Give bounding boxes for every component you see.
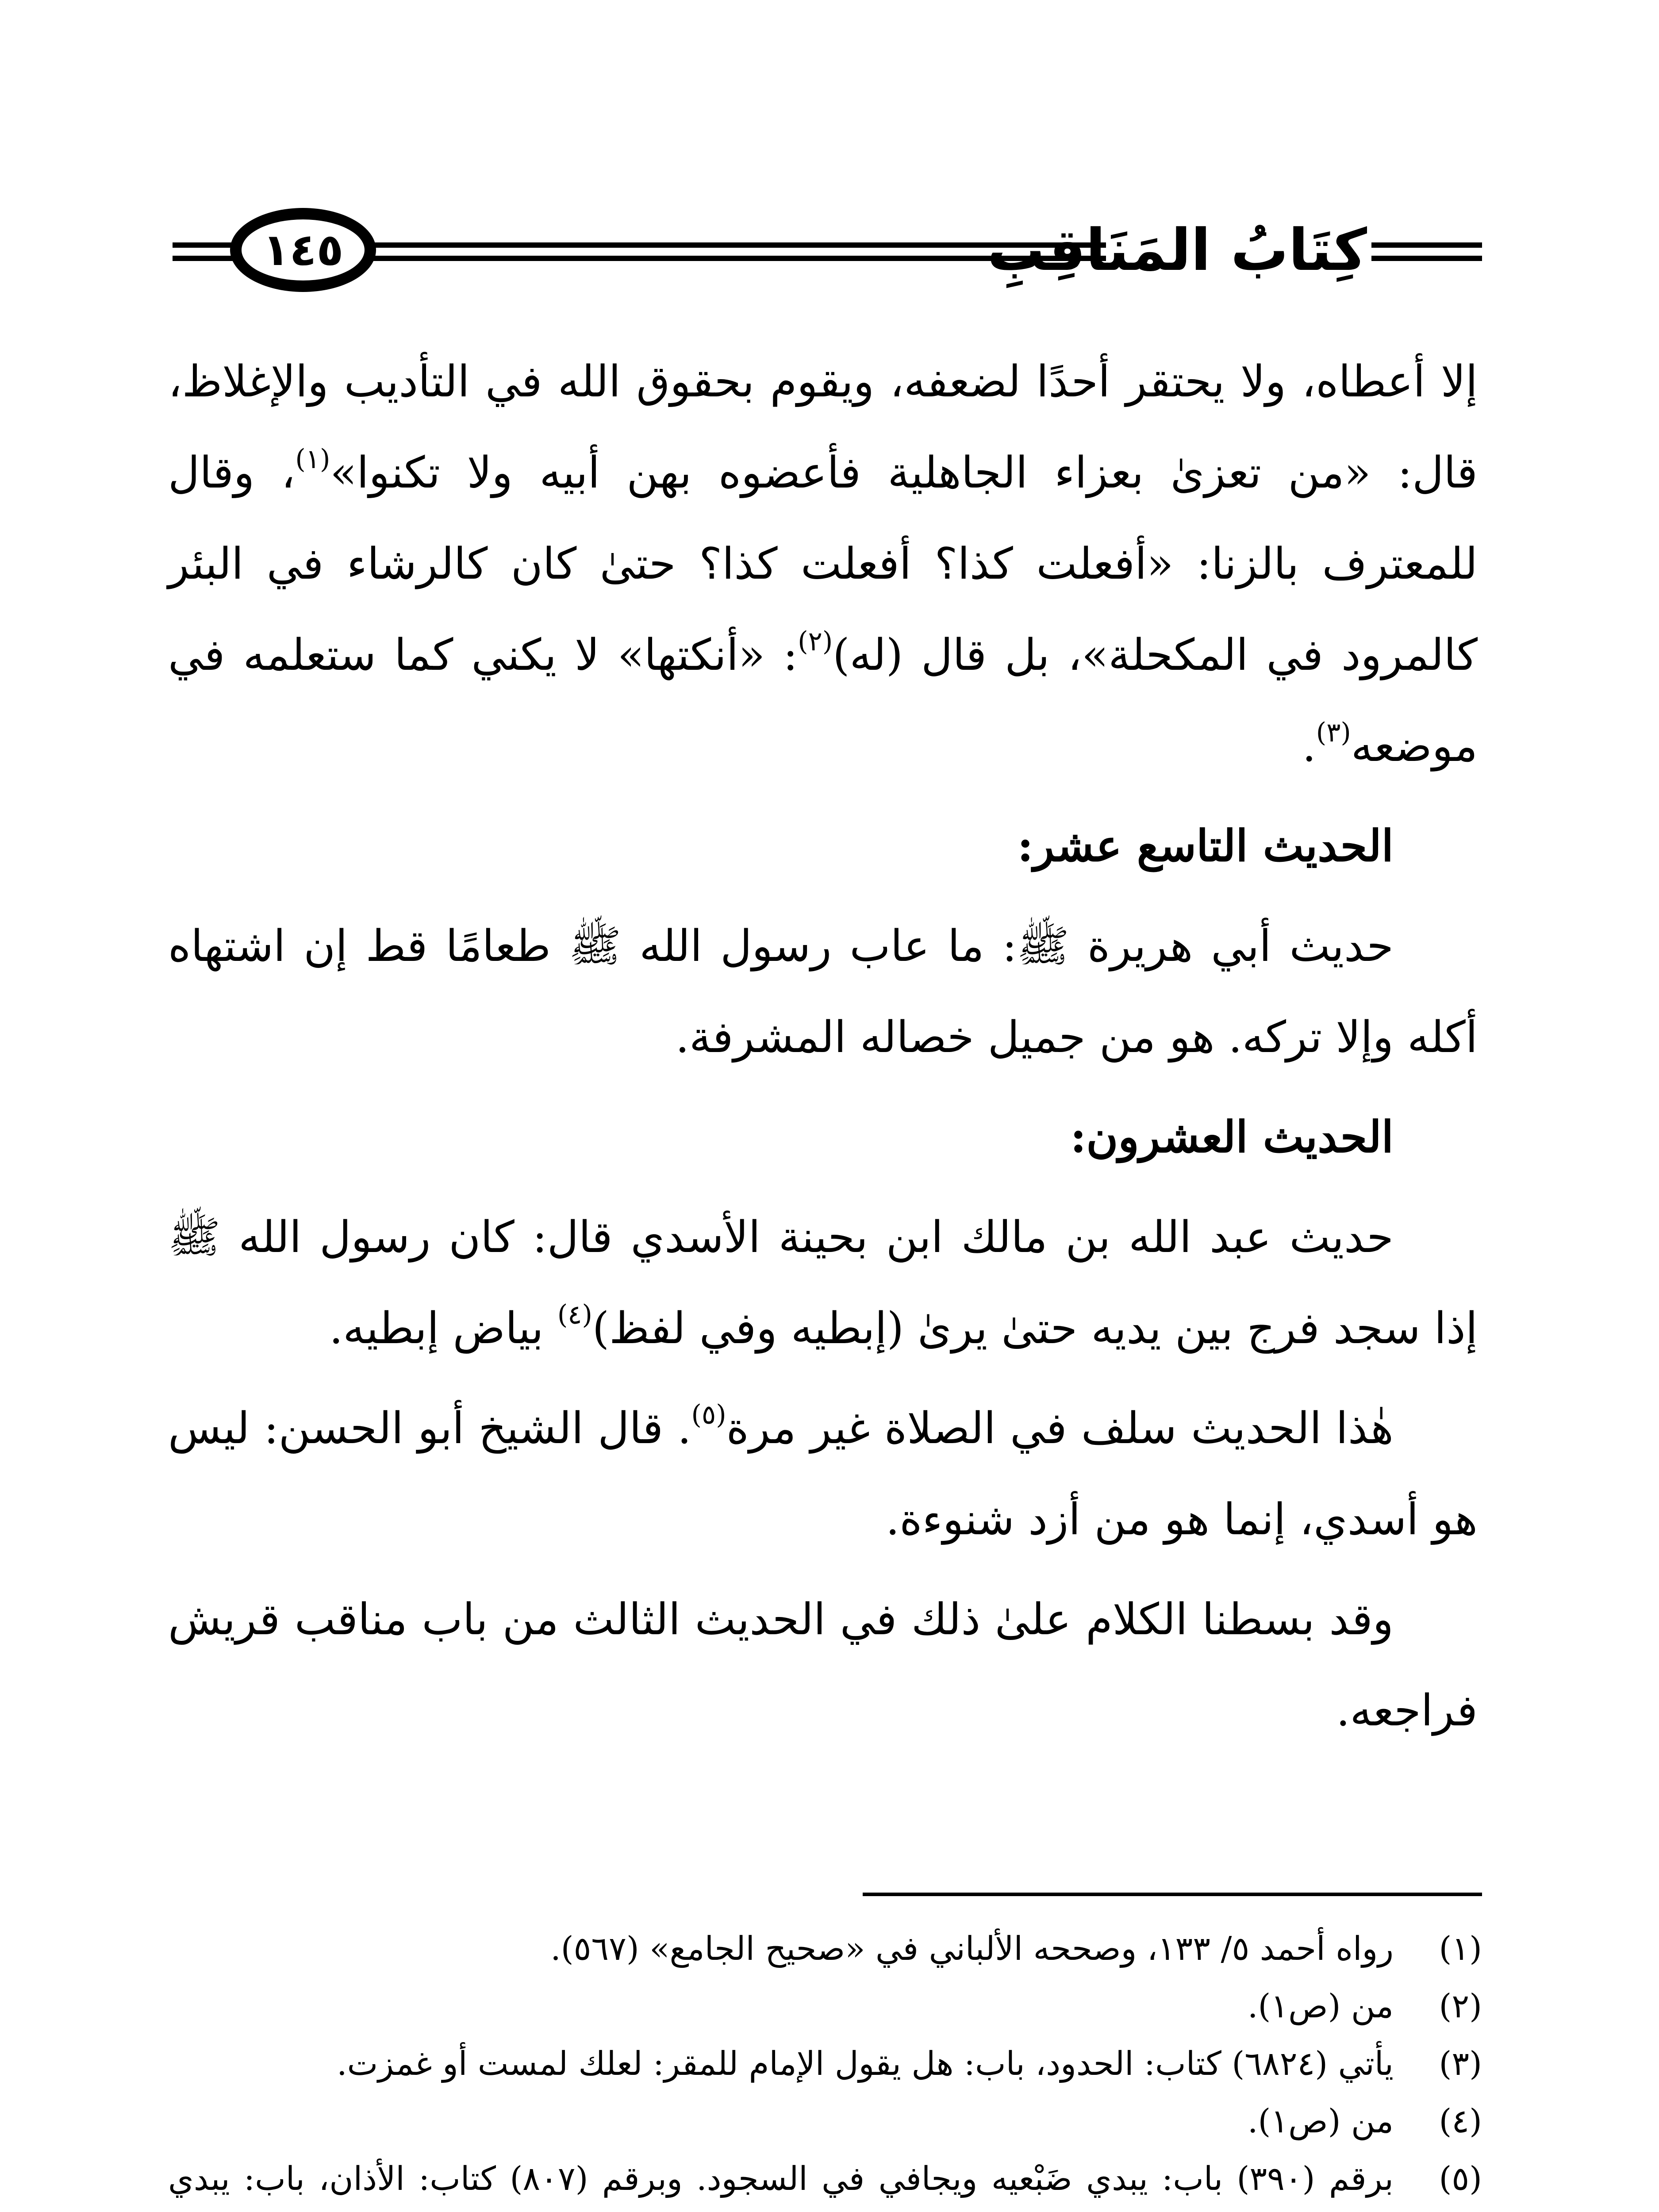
paragraph-2: حديث أبي هريرة ﷺ: ما عاب رسول الله ﷺ طعامًا قط إن اشتهاه أكله وإلا تركه. هو من جميل خصاله المشرفة. — [168, 921, 1478, 1063]
footnote-number: (٣) — [1439, 2045, 1482, 2083]
footnotes — [168, 1920, 1482, 2212]
paragraph-5: وقد بسطنا الكلام علىٰ ذلك في الحديث الثالث من باب مناقب قريش فراجعه. — [168, 1594, 1478, 1736]
paragraph-1-text-b: ، وقال للمعترف بالزنا: «أفعلت كذا؟ أفعلت كذا؟ حتىٰ كان كالرشاء في البئر كالمرود في المكحلة»، بل قال (له) — [168, 448, 1478, 680]
footnote-text: من (ص١). — [1248, 2102, 1394, 2140]
paragraph-4-text-a: هٰذا الحديث سلف في الصلاة غير مرة — [726, 1403, 1394, 1454]
paragraph-1-text-d: . — [1302, 721, 1316, 772]
paragraph-4 — [168, 1383, 1478, 1565]
footnote-item — [168, 2150, 1482, 2212]
footnote-number: (٢) — [1439, 1987, 1482, 2025]
footnote-text: يأتي (٦٨٢٤) كتاب: الحدود، باب: هل يقول الإمام للمقر: لعلك لمست أو غمزت. — [337, 2045, 1394, 2083]
footnote-item — [168, 2093, 1482, 2150]
footnote-number: (١) — [1439, 1930, 1482, 1968]
paragraph-1 — [168, 336, 1478, 792]
header-rule-right-bottom — [1371, 256, 1482, 261]
footnote-ref-5[interactable]: (٥) — [691, 1399, 726, 1430]
footnote-ref-4[interactable]: (٤) — [557, 1299, 592, 1330]
paragraph-4-text-b: . قال الشيخ أبو الحسن: ليس هو أسدي، إنما هو من أزد شنوءة. — [168, 1403, 1478, 1545]
paragraph-3-text-b: بياض إبطيه. — [329, 1303, 557, 1354]
header-rule-left-bottom — [173, 256, 234, 261]
footnote-text: من (ص١). — [1248, 1987, 1394, 2025]
page-number: ١٤٥ — [262, 224, 344, 276]
page-number-oval — [230, 208, 376, 292]
header-rule-right-top — [1371, 242, 1482, 248]
paragraph-1-text-a: إلا أعطاه، ولا يحتقر أحدًا لضعفه، ويقوم بحقوق الله في التأديب والإغلاظ، قال: «من تعزىٰ بعزاء الجاهلية فأعضوه بهن أبيه ولا تكنوا» — [168, 357, 1478, 498]
footnote-ref-3[interactable]: (٣) — [1316, 717, 1351, 748]
footnote-ref-1[interactable]: (١) — [295, 444, 330, 475]
footnote-item — [168, 1920, 1482, 1978]
footnote-ref-2[interactable]: (٢) — [798, 626, 833, 657]
header-rule-left-top — [173, 242, 234, 248]
footnote-item — [168, 2035, 1482, 2093]
footnote-separator — [863, 1893, 1482, 1896]
footnote-text: رواه أحمد ٥/ ١٣٣، وصححه الألباني في «صحيح الجامع» (٥٦٧). — [550, 1930, 1394, 1968]
footnote-item — [168, 1978, 1482, 2035]
paragraph-1-text-c: : «أنكتها» لا يكني كما ستعلمه في موضعه — [168, 630, 1478, 772]
running-head-title: كِتَابُ المَنَاقِبِ — [987, 216, 1367, 284]
footnote-number: (٥) — [1439, 2160, 1482, 2198]
heading-hadith-20: الحديث العشرون: — [1070, 1112, 1394, 1163]
page-header — [0, 0, 1659, 354]
main-text — [168, 336, 1478, 1752]
paragraph-3 — [168, 1192, 1478, 1374]
footnote-text: برقم (٣٩٠) باب: يبدي ضَبْعيه ويجافي في السجود. وبرقم (٨٠٧) كتاب: الأذان، باب: يبدي — [168, 2160, 1394, 2198]
heading-hadith-19: الحديث التاسع عشر: — [1017, 821, 1394, 872]
paragraph-3-text-a: حديث عبد الله بن مالك ابن بحينة الأسدي قال: كان رسول الله ﷺ إذا سجد فرج بين يديه حتىٰ يرىٰ (إبطيه وفي لفظ) — [168, 1212, 1478, 1354]
footnote-number: (٤) — [1439, 2102, 1482, 2140]
